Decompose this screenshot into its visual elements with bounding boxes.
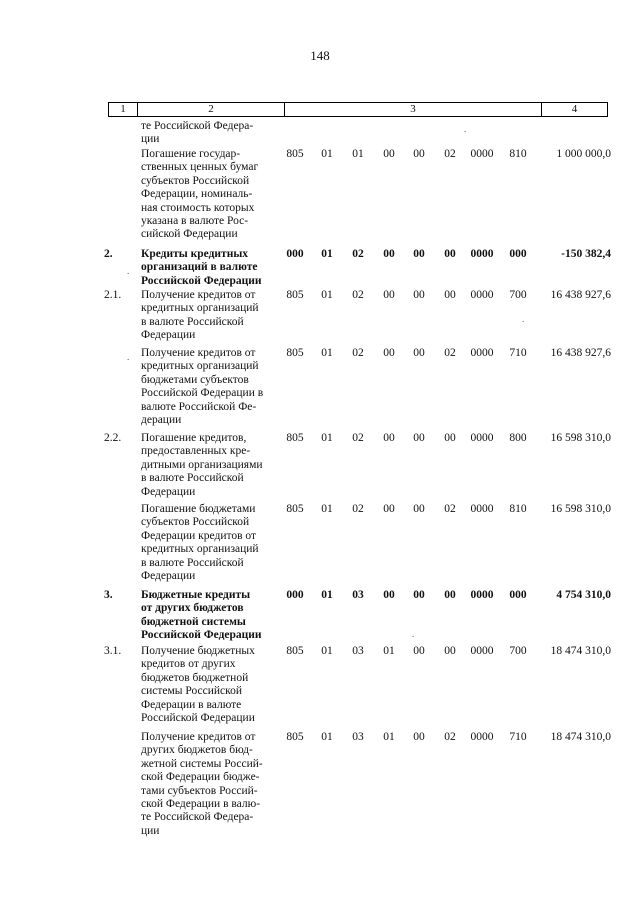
- code-part-4: 01: [383, 645, 395, 657]
- row-number: 3.1.: [104, 645, 122, 657]
- code-part-2: 01: [321, 589, 333, 601]
- code-part-1: 805: [286, 148, 304, 160]
- header-col-4: 4: [571, 103, 578, 115]
- row-description: Получение кредитов от других бюджетов бюд- жетной системы Россий- ской Федерации бюдже- тами субъектов Россий- ской Федерации в валю- те Российской Федера- ции: [141, 731, 263, 837]
- code-part-5: 00: [413, 645, 425, 657]
- code-part-7: 0000: [470, 289, 494, 301]
- code-part-1: 000: [286, 248, 304, 260]
- code-part-6: 00: [444, 432, 456, 444]
- code-part-6: 00: [444, 589, 456, 601]
- code-part-2: 01: [321, 248, 333, 260]
- code-part-2: 01: [321, 289, 333, 301]
- code-part-3: 03: [352, 645, 364, 657]
- code-part-8: 710: [509, 731, 527, 743]
- code-part-8: 000: [509, 248, 527, 260]
- code-part-3: 03: [352, 589, 364, 601]
- code-part-4: 00: [383, 503, 395, 515]
- code-part-7: 0000: [470, 248, 494, 260]
- row-amount: 1 000 000,0: [556, 148, 611, 160]
- code-part-6: 02: [444, 503, 456, 515]
- row-amount: 18 474 310,0: [550, 731, 611, 743]
- code-part-4: 00: [383, 289, 395, 301]
- row-description: Погашение бюджетами субъектов Российской Федерации кредитов от кредитных организаций в валюте Российской Федерации: [141, 503, 259, 583]
- code-part-5: 00: [413, 503, 425, 515]
- header-col-2: 2: [208, 103, 214, 115]
- code-part-7: 0000: [470, 148, 494, 160]
- row-description: Получение бюджетных кредитов от других бюджетов бюджетной системы Российской Федерации в валюте Российской Федерации: [141, 645, 255, 725]
- code-part-3: 03: [352, 731, 364, 743]
- code-part-8: 800: [509, 432, 527, 444]
- code-part-6: 02: [444, 148, 456, 160]
- row-amount: -150 382,4: [561, 248, 611, 260]
- table-header: [108, 102, 608, 117]
- code-part-5: 00: [413, 148, 425, 160]
- code-part-8: 000: [509, 589, 527, 601]
- code-part-4: 01: [383, 731, 395, 743]
- code-part-8: 810: [509, 148, 527, 160]
- code-part-7: 0000: [470, 347, 494, 359]
- row-number: 2.1.: [104, 289, 122, 301]
- row-description: Получение кредитов от кредитных организаций бюджетами субъектов Российской Федерации в валюте Российской Фе- дерации: [141, 347, 264, 427]
- code-part-8: 700: [509, 645, 527, 657]
- row-amount: 16 598 310,0: [550, 432, 611, 444]
- code-part-2: 01: [321, 731, 333, 743]
- code-part-5: 00: [413, 347, 425, 359]
- row-number: 3.: [104, 589, 113, 601]
- code-part-3: 02: [352, 347, 364, 359]
- code-part-6: 00: [444, 645, 456, 657]
- code-part-4: 00: [383, 148, 395, 160]
- code-part-2: 01: [321, 347, 333, 359]
- code-part-6: 02: [444, 731, 456, 743]
- row-amount: 18 474 310,0: [550, 645, 611, 657]
- code-part-2: 01: [321, 148, 333, 160]
- code-part-4: 00: [383, 248, 395, 260]
- code-part-6: 00: [444, 289, 456, 301]
- row-amount: 16 438 927,6: [550, 289, 611, 301]
- code-part-7: 0000: [470, 432, 494, 444]
- code-part-1: 805: [286, 645, 304, 657]
- code-part-2: 01: [321, 645, 333, 657]
- code-part-2: 01: [321, 503, 333, 515]
- code-part-3: 02: [352, 503, 364, 515]
- row-description: Кредиты кредитных организаций в валюте Российской Федерации: [141, 248, 262, 287]
- code-part-7: 0000: [470, 589, 494, 601]
- code-part-5: 00: [413, 432, 425, 444]
- code-part-5: 00: [413, 731, 425, 743]
- row-description: Получение кредитов от кредитных организаций в валюте Российской Федерации: [141, 289, 259, 342]
- row-description: Бюджетные кредиты от других бюджетов бюджетной системы Российской Федерации: [141, 589, 262, 642]
- code-part-4: 00: [383, 347, 395, 359]
- code-part-7: 0000: [470, 645, 494, 657]
- header-col-3: 3: [410, 103, 416, 115]
- row-description: те Российской Федера- ции: [141, 120, 254, 146]
- page-number: 148: [310, 48, 330, 63]
- code-part-1: 805: [286, 432, 304, 444]
- code-part-1: 805: [286, 347, 304, 359]
- code-part-1: 805: [286, 289, 304, 301]
- code-part-8: 700: [509, 289, 527, 301]
- row-amount: 16 438 927,6: [550, 347, 611, 359]
- code-part-3: 02: [352, 432, 364, 444]
- code-part-1: 805: [286, 731, 304, 743]
- code-part-4: 00: [383, 432, 395, 444]
- code-part-3: 02: [352, 289, 364, 301]
- code-part-3: 01: [352, 148, 364, 160]
- code-part-8: 710: [509, 347, 527, 359]
- code-part-1: 805: [286, 503, 304, 515]
- row-amount: 16 598 310,0: [550, 503, 611, 515]
- code-part-4: 00: [383, 589, 395, 601]
- code-part-7: 0000: [470, 731, 494, 743]
- code-part-5: 00: [413, 589, 425, 601]
- header-col-1: 1: [120, 103, 126, 115]
- code-part-6: 02: [444, 347, 456, 359]
- row-description: Погашение кредитов, предоставленных кре- дитными организациями в валюте Российской Федерации: [141, 432, 263, 498]
- row-number: 2.: [104, 248, 113, 260]
- row-description: Погашение государ- ственных ценных бумаг субъектов Российской Федерации, номиналь- ная стоимость которых указана в валюте Рос- сийской Федерации: [141, 148, 259, 241]
- code-part-2: 01: [321, 432, 333, 444]
- row-amount: 4 754 310,0: [556, 589, 611, 601]
- code-part-1: 000: [286, 589, 304, 601]
- code-part-8: 810: [509, 503, 527, 515]
- code-part-6: 00: [444, 248, 456, 260]
- code-part-7: 0000: [470, 503, 494, 515]
- row-number: 2.2.: [104, 432, 122, 444]
- code-part-5: 00: [413, 289, 425, 301]
- code-part-5: 00: [413, 248, 425, 260]
- code-part-3: 02: [352, 248, 364, 260]
